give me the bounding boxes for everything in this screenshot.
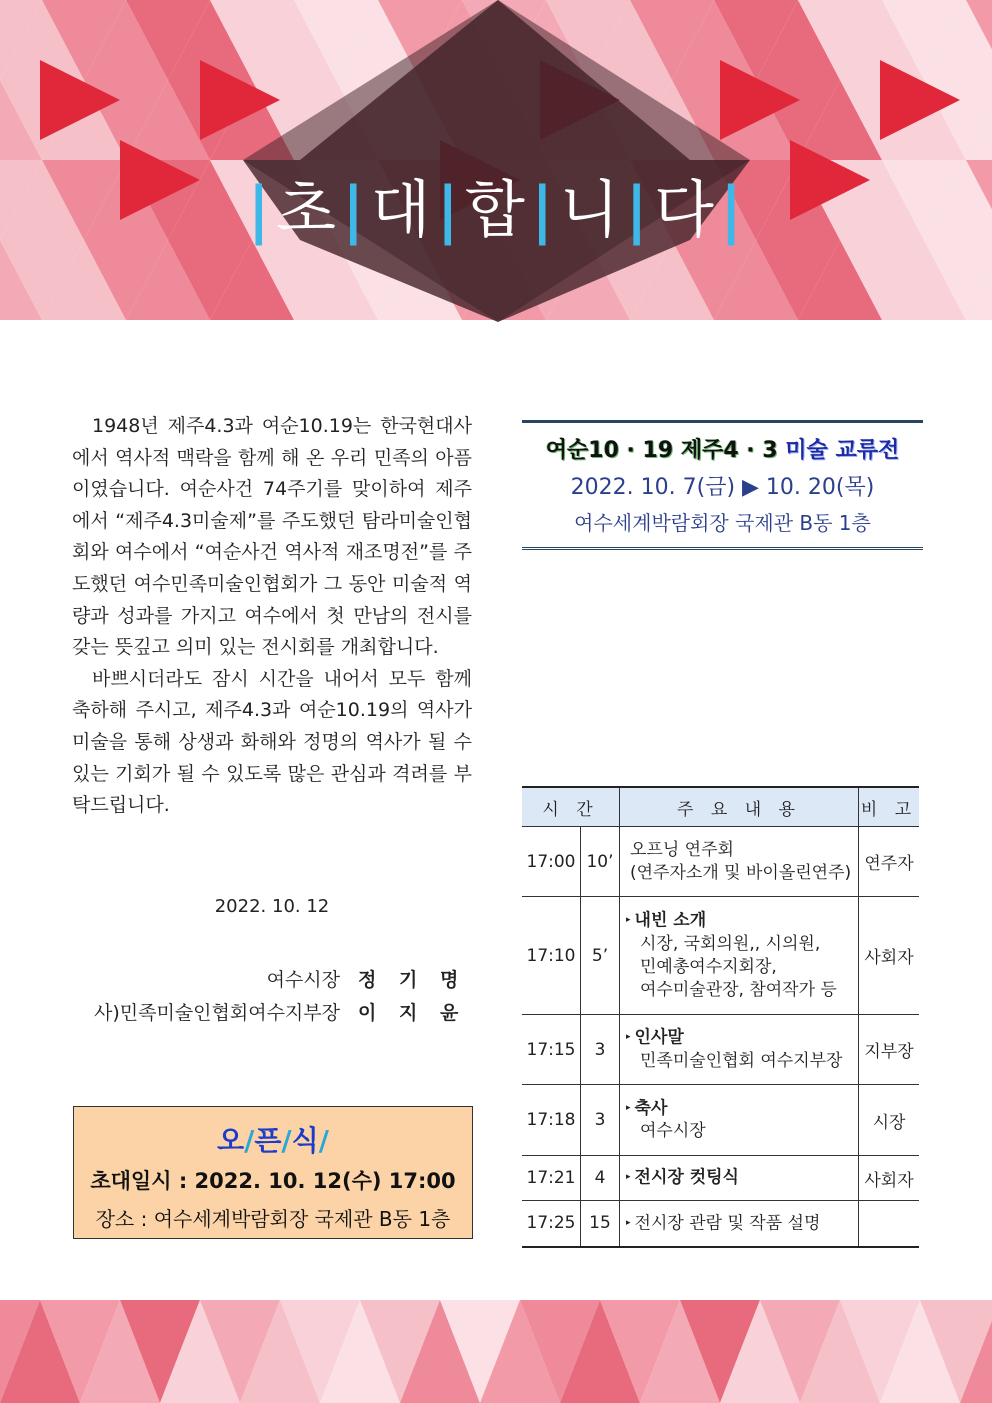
row-title: 내빈 소개 [634, 910, 707, 931]
intro-paragraph-1: 1948년 제주4.3과 여순10.19는 한국현대사에서 역사적 맥락을 함께 해 온 우리 민족의 아픔이였습니다. 여순사건 74주기를 맞이하여 제주에서 “제주4.3미술제”를 주도했던 탐라미술인협회와 여수에서 “여순사건 역사적 재조명전”를 주도했던 여수민족미술인협회가 그 동안 미술적 역량과 성과를 가지고 여수에서 첫 만남의 전시를 갖는 뜻깊고 의미 있는 전시회를 개최합니다. [72, 415, 472, 659]
table-row [522, 1201, 919, 1247]
bullet-icon: ▸ [626, 1032, 631, 1043]
row-note: 사회자 [859, 897, 920, 1015]
bullet-icon: ▸ [626, 1172, 631, 1183]
table-row [522, 1085, 919, 1156]
exhibition-dates: 2022. 10. 7(금) ▶ 10. 20(목) [570, 475, 875, 500]
letter-date: 2022. 10. 12 [214, 896, 330, 917]
row-title: 인사말 [634, 1027, 684, 1048]
row-time: 17:21 [522, 1156, 581, 1201]
row-content [620, 827, 859, 897]
row-content [620, 1156, 859, 1201]
exhibition-name: 여순10 · 19 제주4 · 3 미술 교류전 [545, 438, 900, 463]
row-note: 지부장 [859, 1015, 920, 1085]
footer-pattern [0, 1300, 992, 1403]
bullet-icon: ▸ [626, 1217, 631, 1228]
table-row [522, 827, 919, 897]
signer-name: 이 지 윤 [358, 1002, 467, 1024]
table-header-row [522, 787, 919, 827]
row-minutes: 10’ [581, 827, 620, 897]
row-detail: 여수시장 [640, 1121, 706, 1142]
title-char: 다 [653, 173, 716, 246]
row-time: 17:15 [522, 1015, 581, 1085]
row-title: 오프닝 연주회 [630, 839, 734, 860]
exhibition-venue: 여수세계박람회장 국제관 B동 1층 [574, 511, 871, 535]
opening-place: 장소 : 여수세계박람회장 국제관 B동 1층 [95, 1207, 451, 1231]
row-detail: 시장, 국회의원,, 시의원, 민예총여수지회장, 여수미술관장, 참여작가 등 [640, 933, 837, 1000]
row-note [859, 1201, 920, 1247]
schedule-table [522, 786, 919, 1248]
row-title: 전시장 관람 및 작품 설명 [634, 1213, 821, 1233]
title-char: 니 [559, 173, 622, 246]
row-detail: (연주자소개 및 바이올린연주) [630, 862, 852, 883]
row-content [620, 1085, 859, 1156]
invitation-text [72, 411, 472, 822]
exhibition-info-box [522, 420, 923, 550]
signer-title: 여수시장 [266, 969, 340, 991]
title-char: 초 [276, 173, 339, 246]
row-time: 17:25 [522, 1201, 581, 1247]
row-content [620, 1201, 859, 1247]
page-title: |초|대|합|니|다| [247, 173, 745, 246]
row-content [620, 1015, 859, 1085]
opening-ceremony-box [73, 1106, 473, 1239]
header-note: 비 고 [859, 787, 920, 827]
signature-names [358, 964, 468, 1030]
table-row [522, 1156, 919, 1201]
table-row [522, 1015, 919, 1085]
intro-paragraph-2: 바쁘시더라도 잠시 시간을 내어서 모두 함께 축하해 주시고, 제주4.3과 여순10.19의 역사가 미술을 통해 상생과 화해와 정명의 역사가 될 수 있는 기회가 될 수 있도록 많은 관심과 격려를 부탁드립니다. [72, 667, 472, 817]
row-note: 사회자 [859, 1156, 920, 1201]
row-note: 시장 [859, 1085, 920, 1156]
row-time: 17:00 [522, 827, 581, 897]
header-content: 주 요 내 용 [620, 787, 859, 827]
row-minutes: 5’ [581, 897, 620, 1015]
row-time: 17:10 [522, 897, 581, 1015]
row-title: 전시장 컷팅식 [634, 1167, 739, 1188]
signer-name: 정 기 명 [358, 969, 467, 991]
signer-title: 사)민족미술인협회여수지부장 [93, 1002, 340, 1024]
row-time: 17:18 [522, 1085, 581, 1156]
signature-titles [72, 964, 340, 1030]
row-note: 연주자 [859, 827, 920, 897]
title-char: 대 [370, 173, 433, 246]
title-char: 합 [465, 173, 527, 246]
bullet-icon: ▸ [626, 1102, 631, 1113]
header-time: 시 간 [522, 787, 620, 827]
opening-datetime: 초대일시 : 2022. 10. 12(수) 17:00 [90, 1169, 456, 1193]
row-content [620, 897, 859, 1015]
row-minutes: 4 [581, 1156, 620, 1201]
row-title: 축사 [634, 1098, 668, 1119]
row-minutes: 3 [581, 1015, 620, 1085]
bullet-icon: ▸ [626, 915, 631, 926]
opening-title: 오/픈/식/ [217, 1124, 329, 1157]
row-minutes: 3 [581, 1085, 620, 1156]
row-minutes: 15 [581, 1201, 620, 1247]
row-detail: 민족미술인협회 여수지부장 [640, 1050, 843, 1071]
table-row [522, 897, 919, 1015]
